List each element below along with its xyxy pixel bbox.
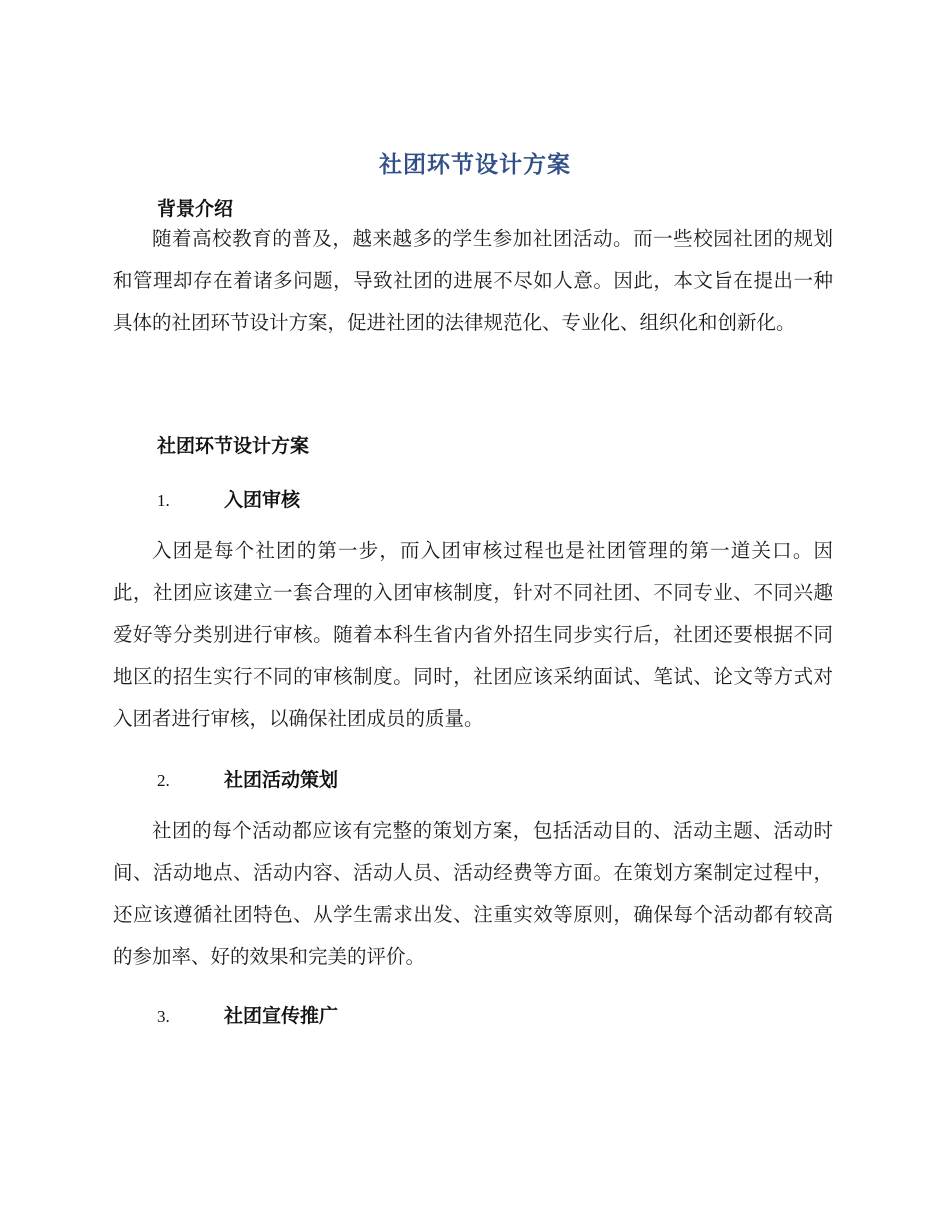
numbered-heading-1 — [157, 485, 300, 512]
heading-number: 1. — [157, 491, 170, 510]
heading-background: 背景介绍 — [157, 198, 234, 220]
heading-number: 2. — [157, 771, 170, 790]
paragraph-item-1: 入团是每个社团的第一步，而入团审核过程也是社团管理的第一道关口。因此，社团应该建立一套合理的入团审核制度，针对不同社团、不同专业、不同兴趣爱好等分类别进行审核。随着本科生省内省外招生同步实行后，社团还要根据不同地区的招生实行不同的审核制度。同时，社团应该采纳面试、笔试、论文等方式对入团者进行审核，以确保社团成员的质量。 — [113, 539, 833, 730]
heading-label: 社团活动策划 — [224, 769, 339, 791]
document-title: 社团环节设计方案 — [379, 152, 571, 178]
numbered-heading-3 — [157, 1001, 338, 1028]
heading-label: 社团宣传推广 — [224, 1005, 339, 1027]
paragraph-item-2: 社团的每个活动都应该有完整的策划方案，包括活动目的、活动主题、活动时间、活动地点、活动内容、活动人员、活动经费等方面。在策划方案制定过程中，还应该遵循社团特色、从学生需求出发、注重实效等原则，确保每个活动都有较高的参加率、好的效果和完美的评价。 — [113, 819, 833, 968]
heading-number: 3. — [157, 1007, 170, 1026]
heading-plan: 社团环节设计方案 — [157, 435, 310, 457]
paragraph-background: 随着高校教育的普及，越来越多的学生参加社团活动。而一些校园社团的规划和管理却存在着诸多问题，导致社团的进展不尽如人意。因此，本文旨在提出一种具体的社团环节设计方案，促进社团的法律规范化、专业化、组织化和创新化。 — [113, 227, 833, 334]
numbered-heading-2 — [157, 765, 338, 792]
heading-label: 入团审核 — [224, 489, 301, 511]
